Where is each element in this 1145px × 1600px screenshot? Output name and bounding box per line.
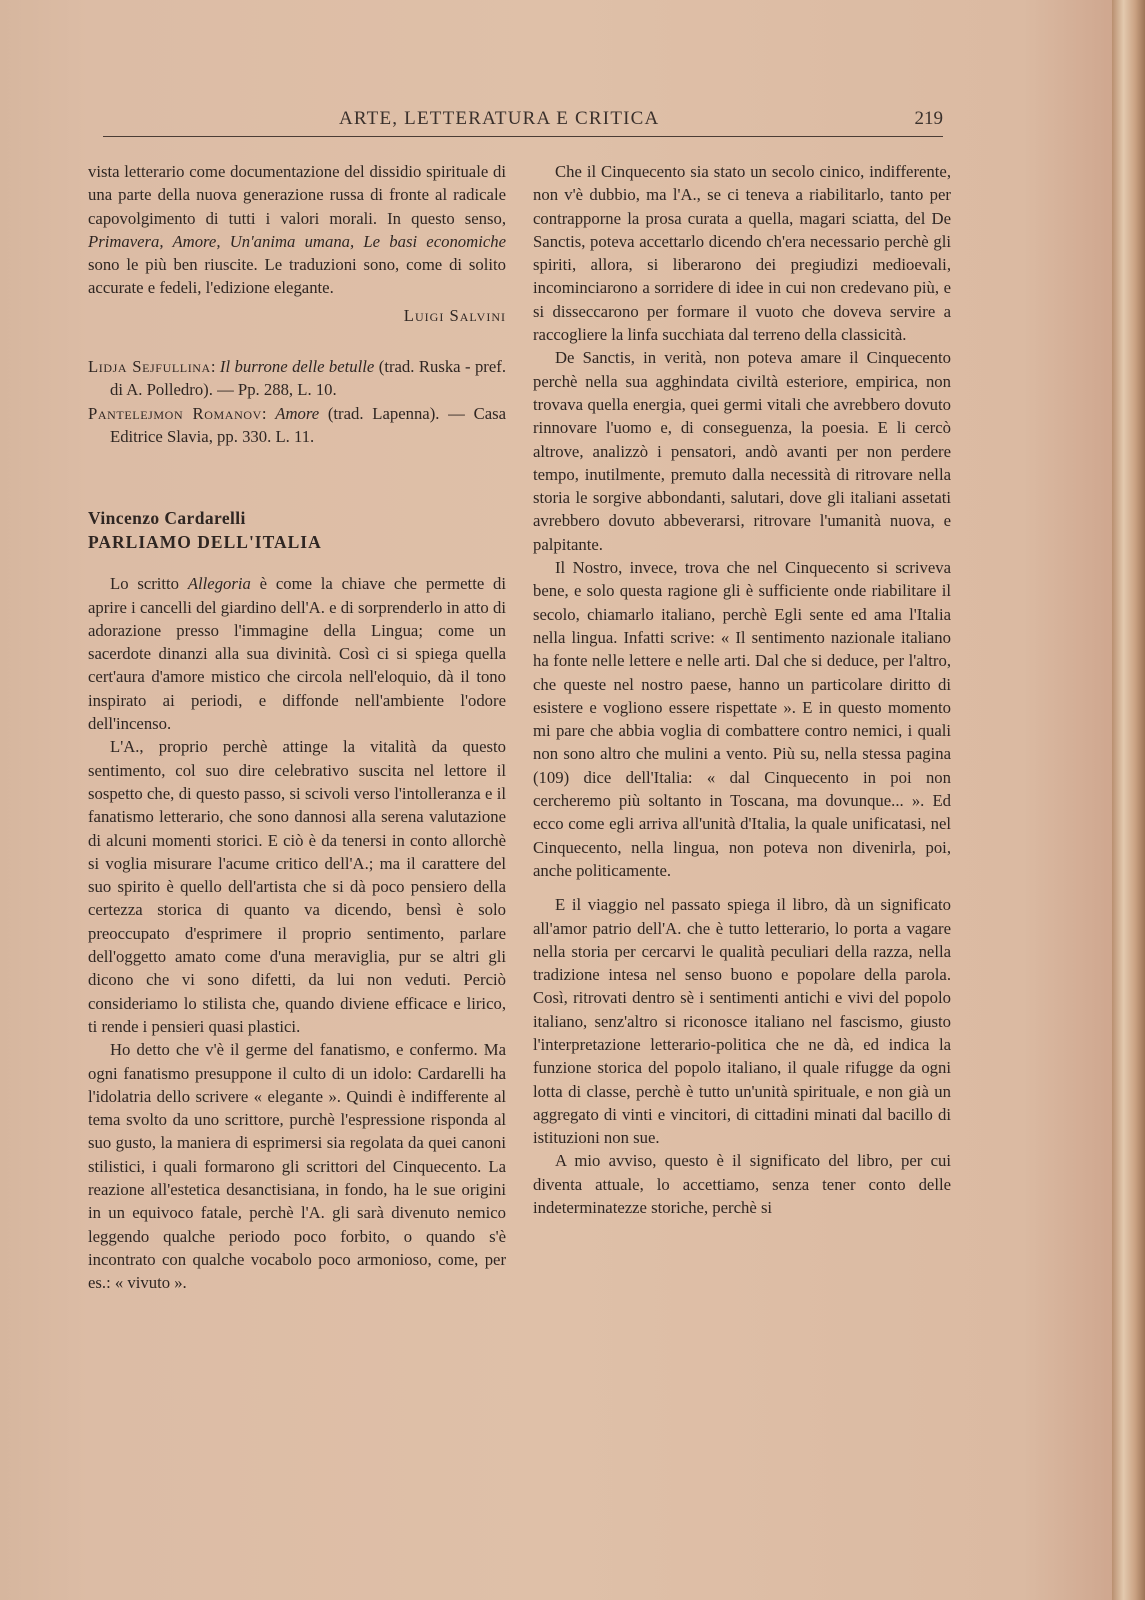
book-entry: Lidja Sejfullina: Il burrone delle betulle (trad. Ruska - pref. di A. Polledro). — Pp. 288, L. 10.: [88, 357, 507, 400]
reviewer-signature: Luigi Salvini: [403, 305, 506, 325]
page-number: 219: [914, 108, 943, 129]
review-continuation: vista letterario come documentazione del dissidio spirituale di una parte della nuova generazione russa di fronte al radicale capovolgimento di tutti i valori morali. In questo senso, Primavera, Amore, Un'anima umana, Le basi economiche sono le più ben riuscite. Le traduzioni sono, come di solito accurate e fedeli, l'edizione elegante.: [88, 162, 506, 298]
book-entry: Pantelejmon Romanov: Amore (trad. Lapenna). — Casa Editrice Slavia, pp. 330. L. 11.: [88, 403, 507, 446]
article-paragraph: Ho detto che v'è il germe del fanatismo, e confermo. Ma ogni fanatismo presuppone il culto di un idolo: Cardarelli ha l'idolatria dello scrivere « elegante ». Quindi è indifferente al tema svolto da uno scrittore, purchè l'espressione risponda al suo gusto, la maniera di esprimersi sia regolata da quei canoni stilistici, i quali formarono gli scrittori del Cinquecento. La reazione all'estetica desanctisiana, in fondo, ha le sue origini in un equivoco fatale, perchè l'A. gli sarà divenuto nemico leggendo qualche periodo poco forbito, o quando s'è incontrato con qualche vocabolo poco armonioso, come, per es.: « vivuto ».: [88, 1040, 506, 1293]
article-paragraph: L'A., proprio perchè attinge la vitalità da questo sentimento, col suo dire celebrativo suscita nel lettore il sospetto che, di questo passo, si scivoli verso l'intolleranza e il fanatismo letterario, che sono dannosi alla serena valutazione di alcuni momenti storici. E ciò è da tenersi in conto allorchè si voglia misurare l'acume critico dell'A.; ma il carattere del suo spirito è quello dell'artista che si dà poco pensiero della certezza storica di quanto va dicendo, bensì è solo preoccupato d'esprimere il proprio sentimento, parlare dell'oggetto amato come d'una meraviglia, pur se altri gli dicono che vi sono difetti, da lui non veduti. Perciò consideriamo lo stilista che, quando diviene efficace e lirico, ti rende i pensieri quasi plastici.: [88, 737, 506, 1036]
running-header: [103, 106, 943, 136]
article-heading: [88, 506, 506, 554]
running-title: ARTE, LETTERATURA E CRITICA: [339, 108, 660, 129]
article-author: Vincenzo Cardarelli: [88, 508, 246, 529]
header-rule: [103, 136, 943, 137]
right-column: [533, 160, 951, 1219]
page-edge: [1112, 0, 1145, 1600]
article-paragraph: A mio avviso, questo è il significato del libro, per cui diventa attuale, lo accettiamo, senza tener conto delle indeterminatezze storiche, perchè si: [533, 1151, 951, 1218]
article-paragraph: Che il Cinquecento sia stato un secolo cinico, indifferente, non v'è dubbio, ma l'A., se ci teneva a riabilitarlo, tanto per contrapporne la prosa curata a quella, magari sciatta, del De Sanctis, poteva accettarlo dicendo ch'era necessario perchè gli spiriti, allora, si liberarono dei pregiudizi medioevali, incominciarono a sorridere di idee in cui non credevano più, e si disseccarono per formare il vuoto che doveva servire a raccogliere la linfa succhiata dal terreno della classicità.: [533, 162, 951, 345]
article-paragraph: Il Nostro, invece, trova che nel Cinquecento si scriveva bene, e solo questa ragione gli è sufficiente onde riabilitare il secolo, chiamarlo italiano, perchè Egli sente ed ama l'Italia nella lingua. Infatti scrive: « Il sentimento nazionale italiano ha fonte nelle lettere e nelle arti. Dal che si deduce, per l'altro, che queste nel nostro paese, hanno un particolare diritto di esistere e vogliono essere rispettate ». E in questo momento mi pare che abbia voglia di combattere contro nemici, i quali non sono altro che mulini a vento. Più su, nella stessa pagina (109) dice dell'Italia: « dal Cinquecento in poi non cercheremo più soltanto in Toscana, ma dovunque... ». Ed ecco come egli arriva all'unità d'Italia, la quale unificatasi, nel Cinquecento, nella lingua, non poteva non divenirla, poi, anche politicamente.: [533, 558, 951, 880]
article-title: PARLIAMO DELL'ITALIA: [88, 532, 322, 553]
article-paragraph: Lo scritto Allegoria è come la chiave che permette di aprire i cancelli del giardino dell'A. e di sorprenderlo in atto di adorazione presso l'immagine della Lingua; come un sacerdote dinanzi alla sua divinità. Così ci si spiega quella cert'aura d'amore mistico che circola nell'eloquio, dà il tono inspirato ai periodi, e diffonde nell'ambiente l'odore dell'incenso.: [88, 574, 506, 734]
article-paragraph: E il viaggio nel passato spiega il libro, dà un significato all'amor patrio dell'A. che è tutto letterario, lo porta a vagare nella storia per cercarvi le qualità peculiari della razza, nella tradizione intesa nel senso buono e popolare della parola. Così, ritrovati dentro sè i sentimenti antichi e vivi del popolo italiano, senz'altro si riconosce italiano nel fascismo, giusto l'interpretazione letterario-politica che ne dà, ed indica la funzione storica del popolo italiano, il quale rifugge da ogni lotta di classe, perchè è tutto un'unità spirituale, e non già un aggregato di vinti e vincitori, di cittadini minati dal bacillo di istituzioni non sue.: [533, 895, 951, 1148]
article-paragraph: De Sanctis, in verità, non poteva amare il Cinquecento perchè nella sua agghindata civiltà esteriore, empirica, non trovava quella energia, quei germi vitali che avrebbero dovuto rinnovare l'uomo e, di conseguenza, la poesia. E li cercò altrove, analizzò i pensatori, andò avanti per non perdere tempo, inutilmente, premuto dalla necessità di ritrovare nella storia le sorgive abbondanti, salutari, dove gli italiani assetati avrebbero dovuto abbeverarsi, ritrovare l'umanità nuova, e palpitante.: [533, 348, 951, 554]
left-column: [88, 160, 506, 1294]
book-listing: [88, 355, 506, 448]
